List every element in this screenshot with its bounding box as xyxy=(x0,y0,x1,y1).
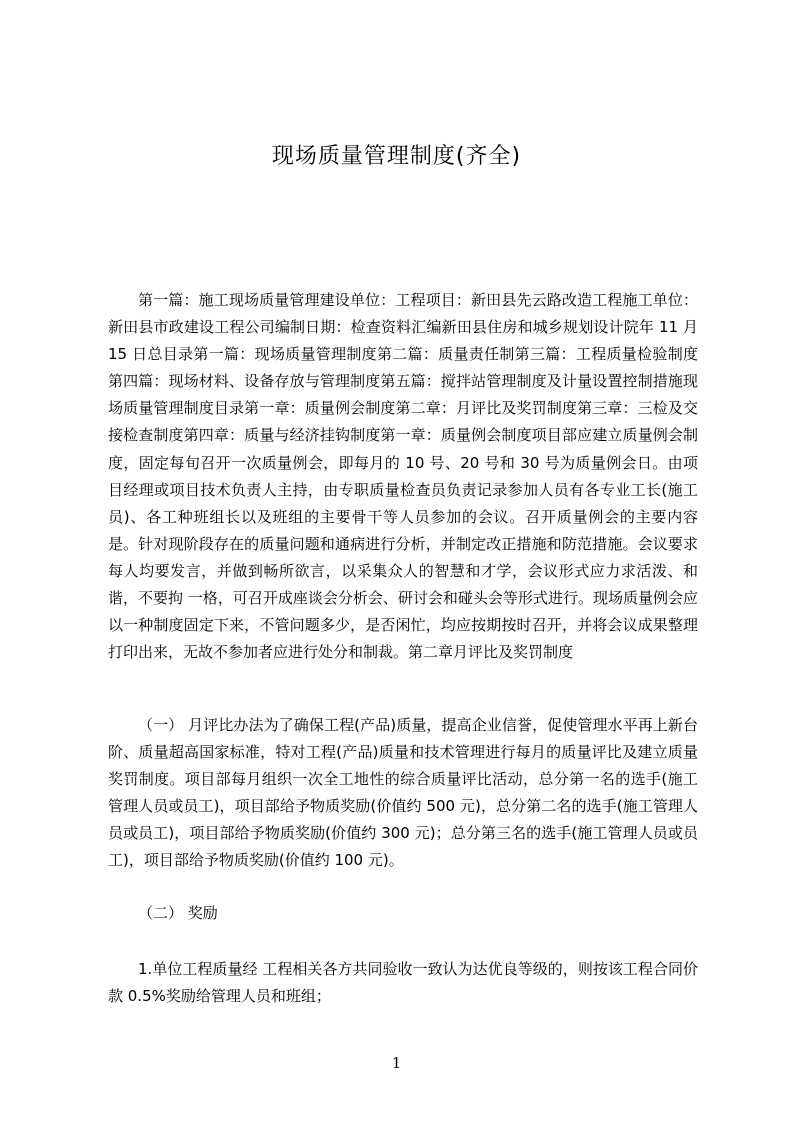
paragraph-reward-item-1: 1.单位工程质量经 工程相关各方共同验收一致认为达优良等级的，则按该工程合同价款 0.5%奖励给管理人员和班组； xyxy=(108,960,698,1006)
document-title: 现场质量管理制度(齐全) xyxy=(271,144,522,169)
paragraph-intro: 第一篇：施工现场质量管理建设单位：工程项目：新田县先云路改造工程施工单位：新田县市政建设工程公司编制日期：检查资料汇编新田县住房和城乡规划设计院年 11 月 15 日总目录第一篇：现场质量管理制度第二篇：质量责任制第三篇：工程质量检验制度第四篇：现场材料、设备存放与管理制度第五篇：搅拌站管理制度及计量设置控制措施现场质量管理制度目录第一章：质量例会制度第二章：月评比及奖罚制度第三章：三检及交接检查制度第四章：质量与经济挂钩制度第一章：质量例会制度项目部应建立质量例会制度，固定每旬召开一次质量例会，即每月的 10 号、20 号和 30 号为质量例会日。由项目经理或项目技术负责人主持，由专职质量检查员负责记录参加人员有各专业工长(施工员)、各工种班组长以及班组的主要骨干等人员参加的会议。召开质量例会的主要内容是。针对现阶段存在的质量问题和通病进行分析，并制定改正措施和防范措施。会议要求每人均要发言，并做到畅所欲言，以采集众人的智慧和才学，会议形式应力求活泼、和谐，不要拘 一格，可召开成座谈会分析会、研讨会和碰头会等形式进行。现场质量例会应以一种制度固定下来，不管问题多少，是否闲忙，均应按期按时召开，并将会议成果整理 打印出来，无故不参加者应进行处分和制裁。第二章月评比及奖罚制度 xyxy=(108,291,698,662)
page-number: 1 xyxy=(391,1054,402,1072)
paragraph-reward-heading: （二） 奖励 xyxy=(138,904,218,922)
paragraph-monthly-evaluation: （一） 月评比办法为了确保工程(产品)质量，提高企业信誉，促使管理水平再上新台阶、质量超高国家标准，特对工程(产品)质量和技术管理进行每月的质量评比及建立质量奖罚制度。项目部每月组织一次全工地性的综合质量评比活动，总分第一名的选手(施工管理人员或员工)，项目部给予物质奖励(价值约 500 元)，总分第二名的选手(施工管理人员或员工)，项目部给予物质奖励(价值约 300 元)；总分第三名的选手(施工管理人员或员工)，项目部给予物质奖励(价值约 100 元)。 xyxy=(108,716,698,870)
